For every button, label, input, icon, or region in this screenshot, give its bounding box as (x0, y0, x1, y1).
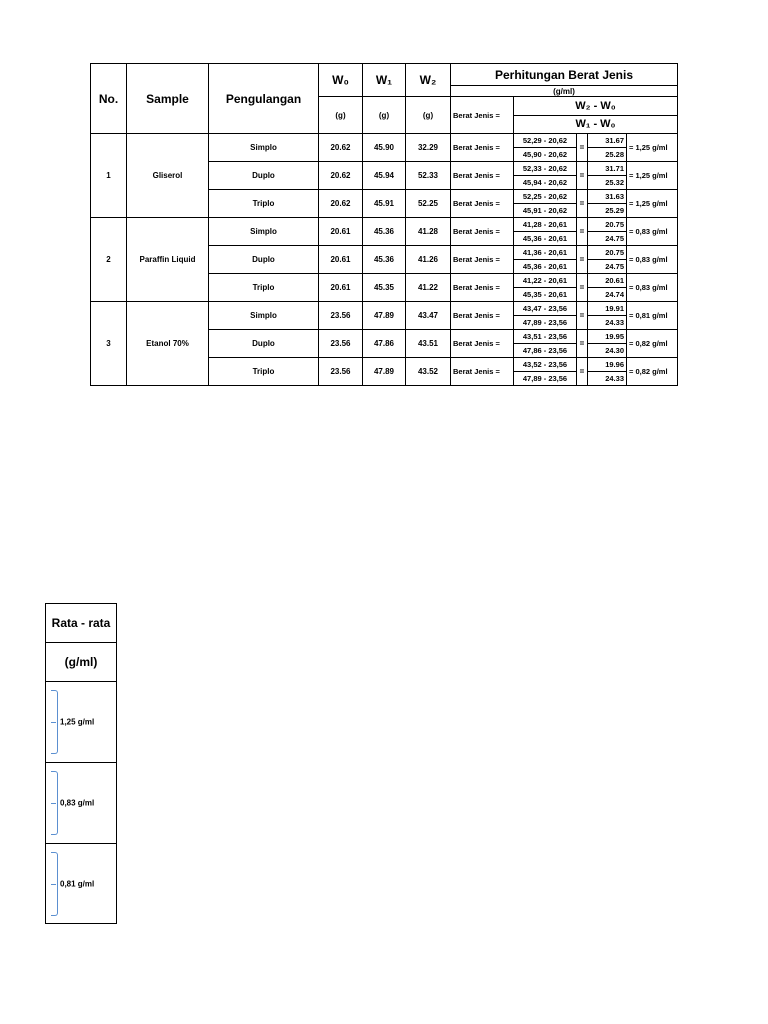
cell-pengulangan: Duplo (209, 246, 319, 274)
cell-w2: 52.33 (406, 162, 451, 190)
cell-w1: 47.89 (363, 358, 406, 386)
cell-w2: 41.22 (406, 274, 451, 302)
header-w1: W₁ (363, 64, 406, 97)
calc-expression (513, 134, 577, 161)
value-denominator: 24.75 (605, 234, 624, 243)
expr-denominator: 45,90 - 20,62 (522, 150, 568, 159)
equals-sign: = (579, 199, 585, 208)
avg-row (46, 763, 116, 844)
cell-w2: 43.47 (406, 302, 451, 330)
w1-unit: (g) (363, 97, 406, 134)
cell-calculation (451, 302, 678, 330)
equals-sign: = (579, 227, 585, 236)
cell-no: 2 (91, 218, 127, 302)
calc-values (587, 190, 627, 217)
calc-label: Berat Jenis = (453, 143, 500, 152)
expr-denominator: 47,89 - 23,56 (522, 318, 568, 327)
cell-pengulangan: Simplo (209, 134, 319, 162)
cell-w0: 20.61 (319, 274, 363, 302)
avg-row (46, 682, 116, 763)
expr-denominator: 47,86 - 23,56 (522, 346, 568, 355)
calc-result: = 0,83 g/ml (629, 255, 668, 264)
calc-label: Berat Jenis = (453, 283, 500, 292)
avg-title: Rata - rata (46, 604, 116, 643)
calc-values (587, 330, 627, 357)
value-denominator: 25.29 (605, 206, 624, 215)
cell-w2: 43.52 (406, 358, 451, 386)
value-denominator: 25.28 (605, 150, 624, 159)
value-denominator: 24.74 (605, 290, 624, 299)
header-perhitungan: Perhitungan Berat Jenis (451, 64, 678, 86)
expr-denominator: 45,36 - 20,61 (522, 262, 568, 271)
formula-numerator: W₂ - W₀ (514, 97, 677, 116)
avg-value: 1,25 g/ml (60, 717, 95, 727)
calc-label: Berat Jenis = (453, 311, 500, 320)
bracket-tick (51, 884, 56, 885)
expr-denominator: 45,94 - 20,62 (522, 178, 568, 187)
cell-w0: 23.56 (319, 358, 363, 386)
table-row (91, 302, 678, 330)
calc-expression (513, 302, 577, 329)
table-row (91, 134, 678, 162)
cell-w0: 20.62 (319, 190, 363, 218)
calc-label: Berat Jenis = (453, 199, 500, 208)
expr-denominator: 45,36 - 20,61 (522, 234, 568, 243)
calc-expression (513, 274, 577, 301)
value-numerator: 20.61 (588, 274, 626, 288)
value-denominator: 24.75 (605, 262, 624, 271)
cell-sample: Gliserol (127, 134, 209, 218)
expr-numerator: 52,29 - 20,62 (514, 134, 576, 148)
calc-expression (513, 246, 577, 273)
calc-expression (513, 218, 577, 245)
expr-denominator: 45,35 - 20,61 (522, 290, 568, 299)
avg-row (46, 844, 116, 924)
header-berat-jenis: Berat Jenis = (451, 97, 514, 133)
value-numerator: 19.96 (588, 358, 626, 372)
cell-pengulangan: Triplo (209, 190, 319, 218)
cell-calculation (451, 330, 678, 358)
cell-sample: Paraffin Liquid (127, 218, 209, 302)
calc-result: = 0,82 g/ml (629, 367, 668, 376)
calc-values (587, 302, 627, 329)
calc-label: Berat Jenis = (453, 227, 500, 236)
expr-numerator: 41,22 - 20,61 (514, 274, 576, 288)
formula-denominator: W₁ - W₀ (575, 118, 616, 131)
value-numerator: 20.75 (588, 218, 626, 232)
calc-result: = 1,25 g/ml (629, 199, 668, 208)
cell-w1: 45.35 (363, 274, 406, 302)
cell-calculation (451, 190, 678, 218)
calc-expression (513, 190, 577, 217)
table-row (91, 218, 678, 246)
value-denominator: 24.33 (605, 318, 624, 327)
cell-w0: 20.61 (319, 246, 363, 274)
value-numerator: 19.91 (588, 302, 626, 316)
value-numerator: 19.95 (588, 330, 626, 344)
cell-w2: 41.28 (406, 218, 451, 246)
value-numerator: 31.71 (588, 162, 626, 176)
expr-numerator: 43,47 - 23,56 (514, 302, 576, 316)
header-formula (451, 97, 678, 134)
calc-result: = 0,83 g/ml (629, 283, 668, 292)
calc-expression (513, 162, 577, 189)
cell-calculation (451, 358, 678, 386)
value-numerator: 20.75 (588, 246, 626, 260)
calc-label: Berat Jenis = (453, 255, 500, 264)
calc-label: Berat Jenis = (453, 339, 500, 348)
cell-w0: 23.56 (319, 302, 363, 330)
equals-sign: = (579, 283, 585, 292)
cell-pengulangan: Duplo (209, 330, 319, 358)
calc-label: Berat Jenis = (453, 171, 500, 180)
cell-w1: 45.36 (363, 218, 406, 246)
bracket-tick (51, 803, 56, 804)
header-pengulangan: Pengulangan (209, 64, 319, 134)
calc-expression (513, 358, 577, 385)
rata-rata-table (45, 603, 117, 924)
calc-values (587, 162, 627, 189)
value-denominator: 25.32 (605, 178, 624, 187)
cell-no: 1 (91, 134, 127, 218)
equals-sign: = (579, 311, 585, 320)
calc-values (587, 358, 627, 385)
cell-w0: 20.62 (319, 162, 363, 190)
expr-numerator: 43,51 - 23,56 (514, 330, 576, 344)
cell-w2: 43.51 (406, 330, 451, 358)
w0-unit: (g) (319, 97, 363, 134)
cell-w1: 47.86 (363, 330, 406, 358)
berat-jenis-table (90, 63, 678, 386)
cell-w2: 41.26 (406, 246, 451, 274)
calc-values (587, 218, 627, 245)
cell-w0: 20.62 (319, 134, 363, 162)
cell-calculation (451, 218, 678, 246)
calc-result: = 0,82 g/ml (629, 339, 668, 348)
value-numerator: 31.67 (588, 134, 626, 148)
cell-pengulangan: Triplo (209, 274, 319, 302)
equals-sign: = (579, 143, 585, 152)
header-sample: Sample (127, 64, 209, 134)
bracket-tick (51, 722, 56, 723)
header-unit-gml: (g/ml) (451, 86, 678, 97)
cell-calculation (451, 246, 678, 274)
avg-value: 0,81 g/ml (60, 879, 95, 889)
calc-expression (513, 330, 577, 357)
cell-w1: 45.94 (363, 162, 406, 190)
avg-value: 0,83 g/ml (60, 798, 95, 808)
cell-pengulangan: Triplo (209, 358, 319, 386)
cell-w1: 47.89 (363, 302, 406, 330)
calc-result: = 1,25 g/ml (629, 143, 668, 152)
header-no: No. (91, 64, 127, 134)
cell-pengulangan: Simplo (209, 218, 319, 246)
cell-calculation (451, 162, 678, 190)
w2-unit: (g) (406, 97, 451, 134)
expr-numerator: 43,52 - 23,56 (514, 358, 576, 372)
expr-denominator: 45,91 - 20,62 (522, 206, 568, 215)
value-numerator: 31.63 (588, 190, 626, 204)
expr-numerator: 52,25 - 20,62 (514, 190, 576, 204)
header-w0: W₀ (319, 64, 363, 97)
expr-numerator: 41,36 - 20,61 (514, 246, 576, 260)
cell-w0: 20.61 (319, 218, 363, 246)
cell-w1: 45.36 (363, 246, 406, 274)
equals-sign: = (579, 367, 585, 376)
cell-w2: 32.29 (406, 134, 451, 162)
cell-w0: 23.56 (319, 330, 363, 358)
cell-sample: Etanol 70% (127, 302, 209, 386)
expr-denominator: 47,89 - 23,56 (522, 374, 568, 383)
expr-numerator: 52,33 - 20,62 (514, 162, 576, 176)
cell-w1: 45.90 (363, 134, 406, 162)
equals-sign: = (579, 171, 585, 180)
value-denominator: 24.30 (605, 346, 624, 355)
cell-w1: 45.91 (363, 190, 406, 218)
cell-calculation (451, 274, 678, 302)
calc-values (587, 274, 627, 301)
cell-calculation (451, 134, 678, 162)
calc-result: = 0,81 g/ml (629, 311, 668, 320)
cell-pengulangan: Simplo (209, 302, 319, 330)
calc-values (587, 134, 627, 161)
calc-result: = 0,83 g/ml (629, 227, 668, 236)
cell-no: 3 (91, 302, 127, 386)
equals-sign: = (579, 255, 585, 264)
equals-sign: = (579, 339, 585, 348)
expr-numerator: 41,28 - 20,61 (514, 218, 576, 232)
calc-label: Berat Jenis = (453, 367, 500, 376)
cell-w2: 52.25 (406, 190, 451, 218)
header-w2: W₂ (406, 64, 451, 97)
avg-unit: (g/ml) (46, 643, 116, 682)
calc-result: = 1,25 g/ml (629, 171, 668, 180)
cell-pengulangan: Duplo (209, 162, 319, 190)
calc-values (587, 246, 627, 273)
value-denominator: 24.33 (605, 374, 624, 383)
